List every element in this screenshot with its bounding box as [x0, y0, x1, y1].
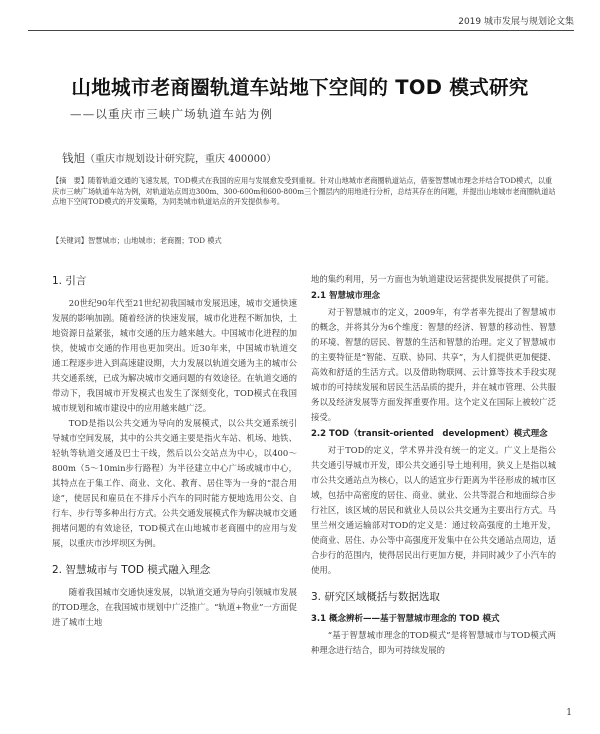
subsection-2-1-heading: 2.1 智慧城市理念	[311, 291, 381, 301]
right-column	[311, 272, 556, 658]
paragraph-tod: 对于TOD的定义，学术界并没有统一的定义。广义上是指公共交通引导城市开发，即公共交通引导土地利用，狭义上是指以城市公共交通站点为核心，以人的适宜步行距离为半径形成的城市区域，包括中高密度的居住、商业、就业、公共等混合和地面综合步行社区，该区域的居民和就业人员以公共交通为主要出行方式。马里兰州交通运输部对TOD的定义是：通过较高强度的土地开发，使商业、居住、办公等中高强度开发集中在公共交通站点周边，适合步行的范围内，使得居民出行更加方便，并同时减少了小汽车的使用。	[311, 445, 556, 575]
section-3-heading: 3. 研究区域概括与数据选取	[311, 591, 440, 603]
keywords-label: 【关键词】	[52, 236, 88, 245]
paragraph-continued: 地的集约利用，另一方面也为轨道建设运营提供发展提供了可能。	[311, 274, 554, 284]
author-name: 钱旭	[62, 151, 85, 165]
header-rule	[28, 30, 574, 31]
subsection-2-2-heading: 2.2 TOD（transit-oriented development）模式理念	[311, 429, 548, 439]
running-header: 2019 城市发展与规划论文集	[458, 17, 574, 27]
left-column	[52, 272, 297, 630]
keywords-text: 智慧城市；山地城市；老商圈；TOD 模式	[87, 236, 222, 245]
section-2-heading: 2. 智慧城市与 TOD 模式融入理念	[52, 564, 211, 576]
paragraph-intro-1: 20世纪90年代至21世纪初我国城市发展迅速，城市交通快速发展的影响加剧。随着经济的快速发展，城市化进程不断加快，土地资源日益紧张，城市交通的压力越来越大。中国城市化进程的加快，使城市交通的作用也更加突出。近30年来，中国城市轨道交通工程逐步进入到高速建设期，大力发展以轨道交通为主的城市公共交通系统，已成为解决城市交通问题的有效途径。在轨道交通的带动下，我国城市开发模式也发生了深刻变化，TOD模式在我国城市规划和城市建设中的应用越来越广泛。	[52, 298, 297, 413]
page-number: 1	[566, 708, 572, 718]
article-title: 山地城市老商圈轨道车站地下空间的 TOD 模式研究	[71, 76, 529, 99]
abstract-text: 随着轨道交通的飞速发展，TOD模式在我国的应用与发展愈发受到重视。针对山地城市老商圈轨道站点，借鉴智慧城市理念并结合TOD模式，以重庆市三峡广场轨道车站为例，对轨道站点周边300m、300-600m和600-800m三个圈层内的用地进行分析，总结其存在的问题，并提出山地城市老商圈轨道站点地下空间TOD模式的开发策略，为同类城市轨道站点的开发提供参考。	[52, 176, 556, 207]
paragraph-intro-2: TOD是指以公共交通为导向的发展模式，以公共交通系统引导城市空间发展，其中的公共交通主要是指火车站、机场、地铁、轻轨等轨道交通及巴士干线，然后以公交站点为中心，以400～800m（5～10min步行路程）为半径建立中心广场或城市中心，其特点在于集工作、商业、文化、教育、居住等为一身的“混合用途”，使居民和雇员在不排斥小汽车的同时能方便地选用公交、自行车、步行等多种出行方式。公共交通发展模式作为解决城市交通拥堵问题的有效途径，TOD模式在山地城市老商圈中的应用与发展，以重庆市沙坪坝区为例。	[52, 418, 297, 548]
abstract-label: 【摘 要】	[52, 176, 88, 185]
abstract	[52, 176, 556, 208]
paragraph-concept: “基于智慧城市理念的TOD模式”是将智慧城市与TOD模式两种理念进行结合，即为可持续发展的	[311, 630, 556, 655]
paragraph-smart-city: 对于智慧城市的定义，2009年，有学者率先提出了智慧城市的概念，并将其分为6个维度：智慧的经济、智慧的移动性、智慧的环境、智慧的居民、智慧的生活和智慧的治理。定义了智慧城市的主要特征是“智能、互联、协同、共享”，为人们提供更加便捷、高效和舒适的生活方式。以及借助物联网、云计算等技术手段实现城市的可持续发展和居民生活品质的提升，并在城市管理、公共服务以及经济发展等方面发挥重要作用。这个定义在国际上被较广泛接受。	[311, 307, 556, 422]
article-subtitle: ——以重庆市三峡广场轨道车站为例	[70, 107, 274, 121]
subsection-3-1-heading: 3.1 概念辨析——基于智慧城市理念的 TOD 模式	[311, 614, 500, 624]
author-affiliation: （重庆市规划设计研究院，重庆 400000）	[85, 154, 277, 165]
keywords	[52, 236, 556, 246]
section-1-heading: 1. 引言	[52, 275, 87, 287]
author-line	[62, 150, 276, 166]
paragraph-section-2: 随着我国城市交通快速发展，以轨道交通为导向引领城市发展的TOD理念，在我国城市规划中广泛推广。“轨道+物业”一方面促进了城市土地	[52, 587, 297, 627]
